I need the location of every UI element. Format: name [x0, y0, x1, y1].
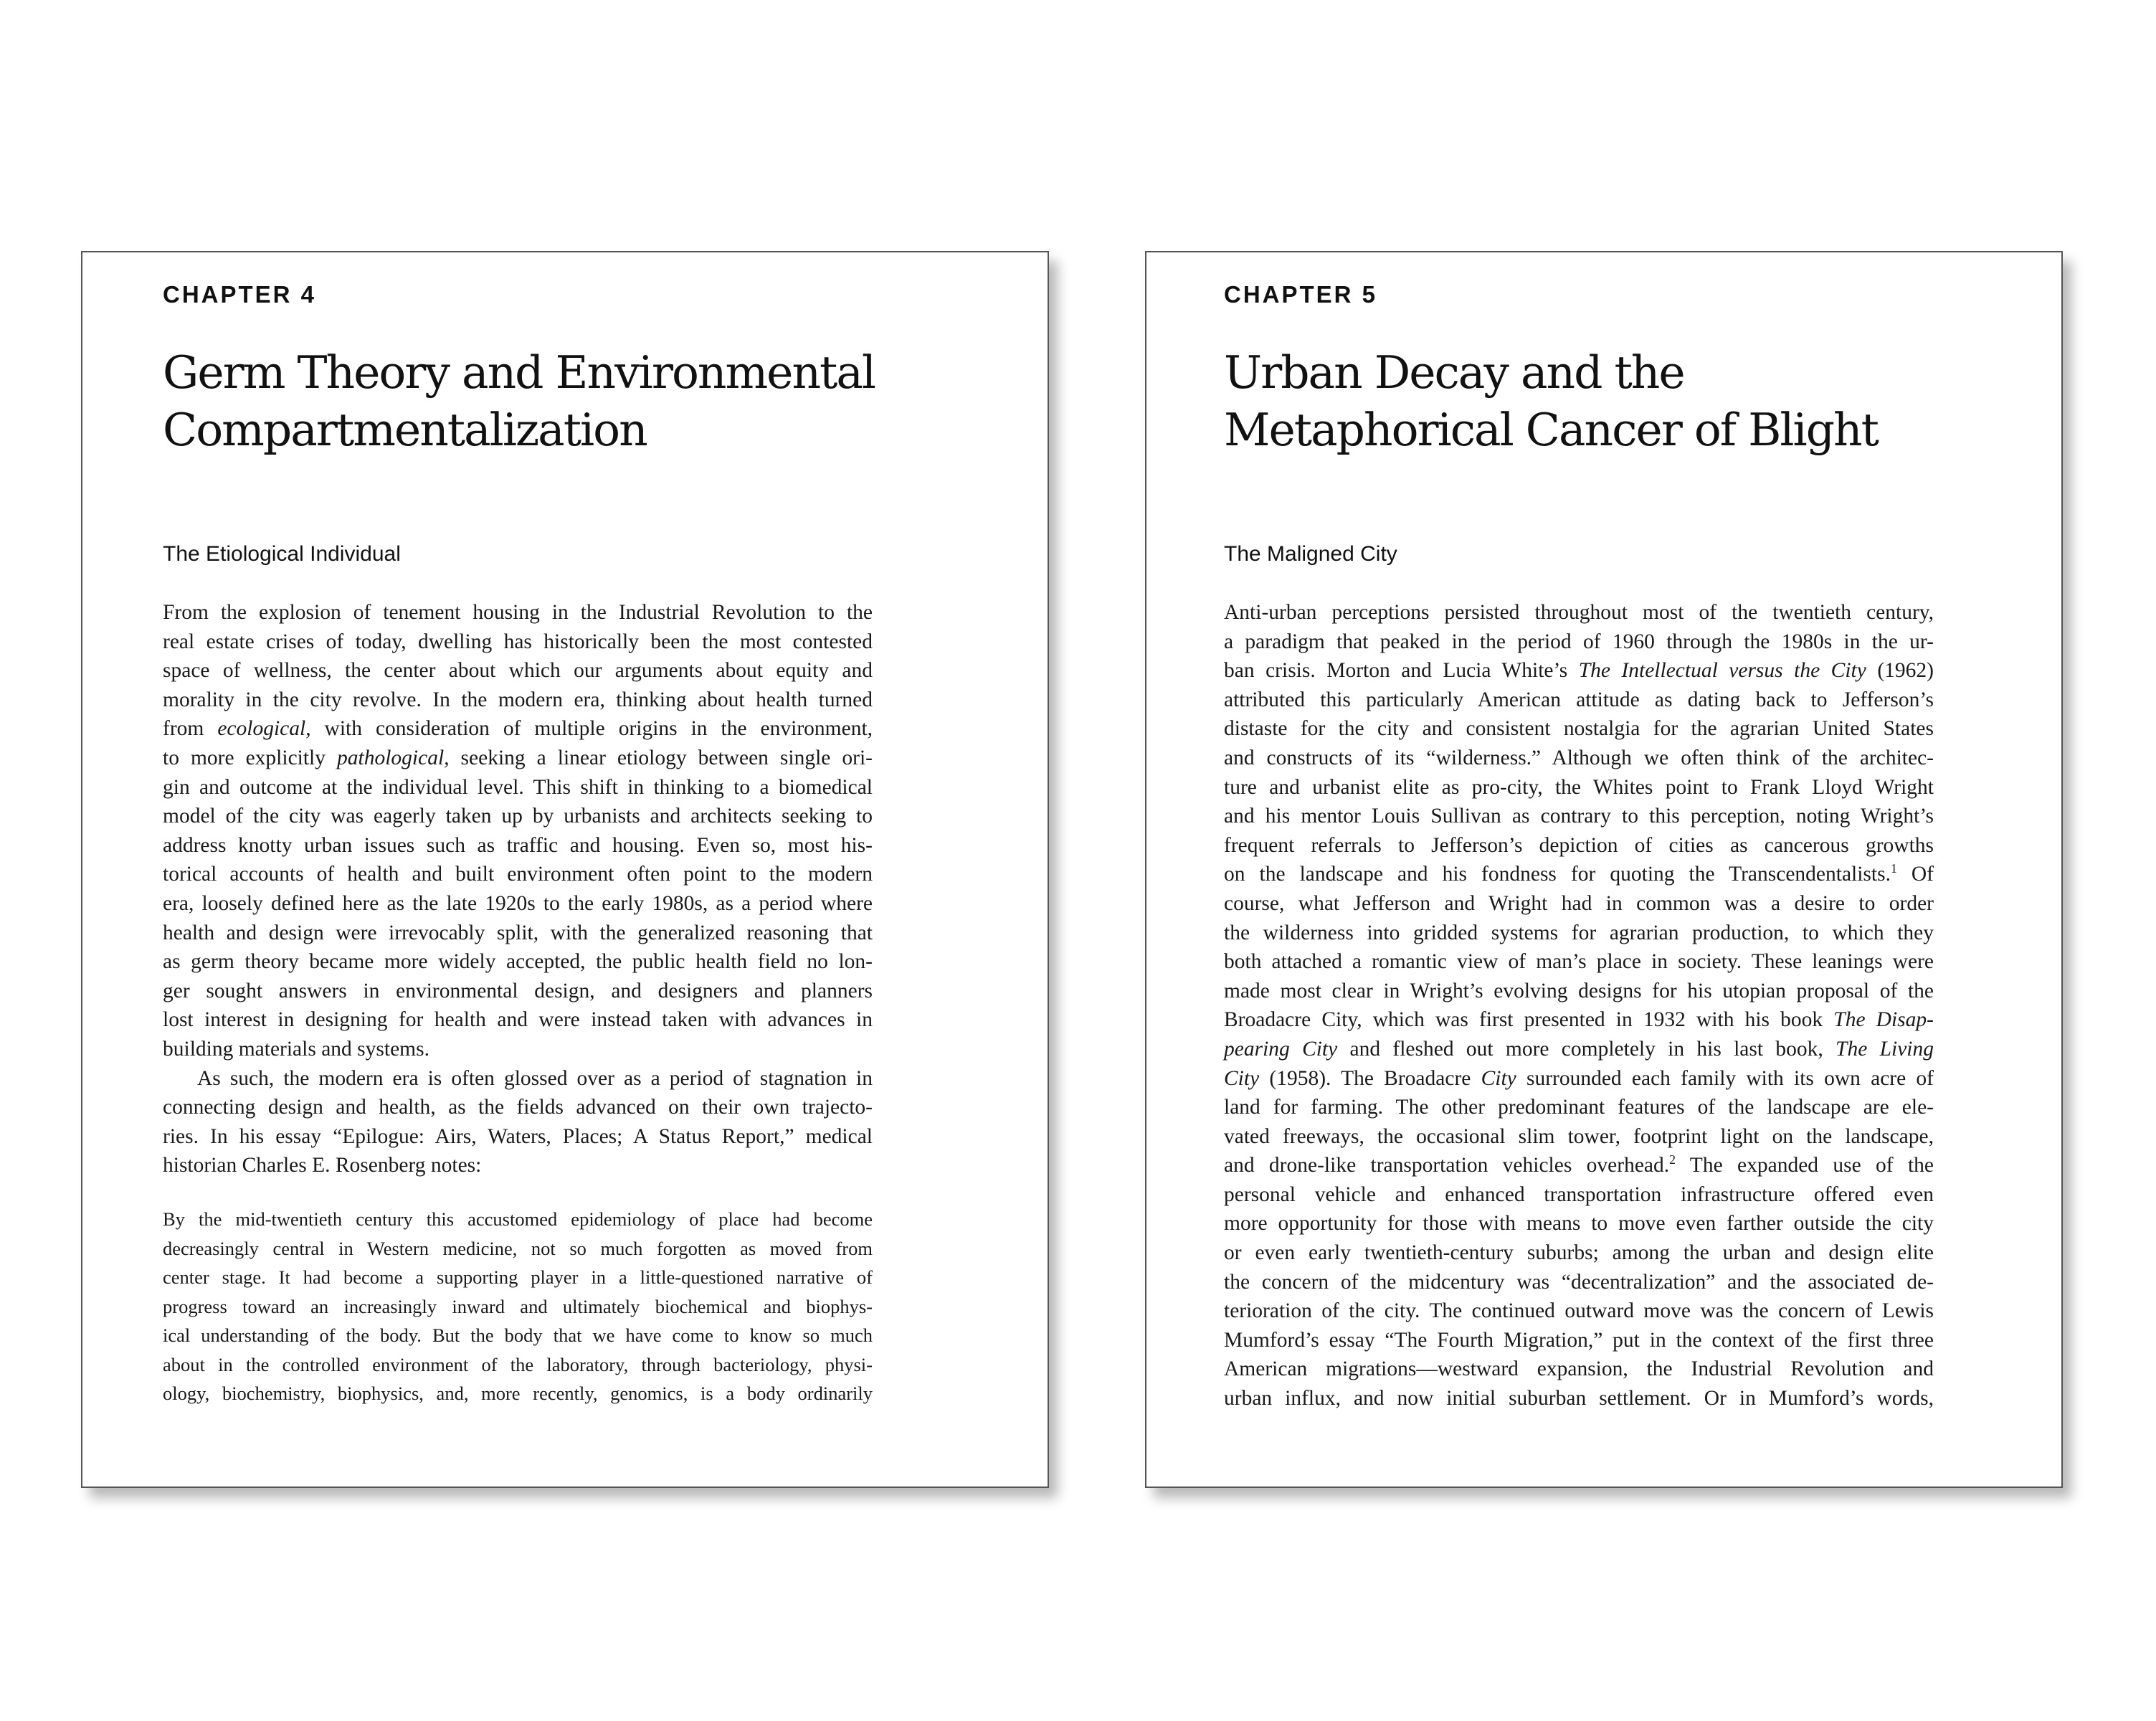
chapter-title [163, 344, 875, 459]
body-line: Mumford’s essay “The Fourth Migration,” put in the context of the first three [1224, 1328, 1934, 1352]
chapter-title [1224, 344, 1878, 459]
body-line: connecting design and health, as the fields advanced on their own trajecto- [163, 1096, 873, 1119]
body-line: a paradigm that peaked in the period of 1960 through the 1980s in the ur- [1224, 630, 1934, 653]
body-line: health and design were irrevocably split, with the generalized reasoning that [163, 921, 873, 944]
quote-line: center stage. It had become a supporting player in a little-questioned narrative of [163, 1266, 873, 1288]
quote-line: decreasingly central in Western medicine, not so much forgotten as moved from [163, 1237, 873, 1259]
body-line: personal vehicle and enhanced transportation infrastructure offered even [1224, 1182, 1934, 1206]
body-line: as germ theory became more widely accepted, the public health field no lon- [163, 950, 873, 974]
body-line: City (1958). The Broadacre City surrounded each family with its own acre of [1224, 1066, 1934, 1090]
chapter-title-line: Compartmentalization [163, 404, 647, 456]
body-line: ger sought answers in environmental design, and designers and planners [163, 979, 873, 1002]
body-line: both attached a romantic view of man’s place in society. These leanings were [1224, 950, 1934, 974]
body-line: the wilderness into gridded systems for agrarian production, to which they [1224, 921, 1934, 944]
chapter-label: CHAPTER 5 [1224, 281, 1378, 308]
block-quote [163, 1205, 873, 1408]
quote-line: By the mid-twentieth century this accustomed epidemiology of place had become [163, 1208, 873, 1230]
quote-line: about in the controlled environment of the laboratory, through bacteriology, physi- [163, 1353, 873, 1375]
body-text [1224, 598, 1934, 1413]
chapter-title-line: Metaphorical Cancer of Blight [1224, 404, 1878, 456]
body-line: vated freeways, the occasional slim tower, footprint light on the landscape, [1224, 1124, 1934, 1148]
chapter-title-line: Germ Theory and Environmental [163, 346, 875, 399]
body-line: and drone-like transportation vehicles overhead.$^2$ The expanded use of the [1224, 1152, 1934, 1177]
body-line: ban crisis. Morton and Lucia White’s The Intellectual versus the City (1962) [1224, 659, 1934, 683]
body-line: From the explosion of tenement housing in the Industrial Revolution to the [163, 601, 873, 624]
page-chapter-5 [1145, 251, 2063, 1488]
section-heading: The Maligned City [1224, 542, 1397, 566]
body-line: made most clear in Wright’s evolving designs for his utopian proposal of the [1224, 979, 1934, 1002]
body-line: historian Charles E. Rosenberg notes: [163, 1154, 482, 1177]
body-line: ries. In his essay “Epilogue: Airs, Waters, Places; A Status Report,” medical [163, 1124, 873, 1148]
body-text [163, 598, 873, 1180]
body-line: distaste for the city and consistent nostalgia for the agrarian United States [1224, 717, 1934, 741]
body-line: attributed this particularly American attitude as dating back to Jefferson’s [1224, 688, 1934, 711]
body-line: lost interest in designing for health and were instead taken with advances in [163, 1008, 873, 1032]
body-line: urban influx, and now initial suburban settlement. Or in Mumford’s words, [1224, 1387, 1934, 1411]
body-line: era, loosely defined here as the late 1920s to the early 1980s, as a period where [163, 891, 873, 915]
page-chapter-4 [81, 251, 1049, 1488]
chapter-title-line: Urban Decay and the [1224, 346, 1684, 399]
body-line: space of wellness, the center about which our arguments about equity and [163, 659, 873, 683]
body-line: Anti-urban perceptions persisted throughout most of the twentieth century, [1224, 601, 1934, 624]
body-line: frequent referrals to Jefferson’s depiction of cities as cancerous growths [1224, 833, 1934, 857]
quote-line: progress toward an increasingly inward and ultimately biochemical and biophys- [163, 1295, 873, 1317]
quote-line: ology, biochemistry, biophysics, and, more recently, genomics, is a body ordinarily [163, 1383, 873, 1404]
body-line: address knotty urban issues such as traffic and housing. Even so, most his- [163, 833, 873, 857]
body-line: or even early twentieth-century suburbs; among the urban and design elite [1224, 1241, 1934, 1265]
body-line: on the landscape and his fondness for quoting the Transcendentalists.$^1$ Of [1224, 861, 1934, 886]
body-line: terioration of the city. The continued outward move was the concern of Lewis [1224, 1299, 1934, 1323]
chapter-label: CHAPTER 4 [163, 281, 317, 308]
body-line: real estate crises of today, dwelling has historically been the most contested [163, 630, 873, 653]
body-line: the concern of the midcentury was “decentralization” and the associated de- [1224, 1270, 1934, 1294]
body-line: from ecological, with consideration of multiple origins in the environment, [163, 717, 873, 741]
body-line: American migrations—westward expansion, the Industrial Revolution and [1224, 1357, 1934, 1381]
body-line: course, what Jefferson and Wright had in common was a desire to order [1224, 891, 1934, 915]
section-heading: The Etiological Individual [163, 542, 401, 566]
body-line: As such, the modern era is often glossed over as a period of stagnation in [197, 1066, 873, 1090]
body-line: morality in the city revolve. In the modern era, thinking about health turned [163, 688, 873, 711]
body-line: Broadacre City, which was first presented in 1932 with his book The Disap- [1224, 1008, 1934, 1032]
body-line: model of the city was eagerly taken up by urbanists and architects seeking to [163, 805, 873, 828]
body-line: ture and urbanist elite as pro-city, the Whites point to Frank Lloyd Wright [1224, 775, 1934, 799]
body-line: and constructs of its “wilderness.” Although we often think of the architec- [1224, 746, 1934, 769]
body-line: gin and outcome at the individual level. This shift in thinking to a biomedical [163, 775, 873, 799]
body-line: more opportunity for those with means to move even farther outside the city [1224, 1212, 1934, 1236]
body-line: to more explicitly pathological, seeking a linear etiology between single ori- [163, 746, 873, 769]
body-line: pearing City and fleshed out more completely in his last book, The Living [1224, 1037, 1934, 1061]
body-line: building materials and systems. [163, 1037, 429, 1061]
quote-line: ical understanding of the body. But the body that we have come to know so much [163, 1324, 873, 1346]
body-line: land for farming. The other predominant features of the landscape are ele- [1224, 1096, 1934, 1119]
body-line: torical accounts of health and built environment often point to the modern [163, 863, 873, 886]
body-line: and his mentor Louis Sullivan as contrary to this perception, noting Wright’s [1224, 805, 1934, 828]
